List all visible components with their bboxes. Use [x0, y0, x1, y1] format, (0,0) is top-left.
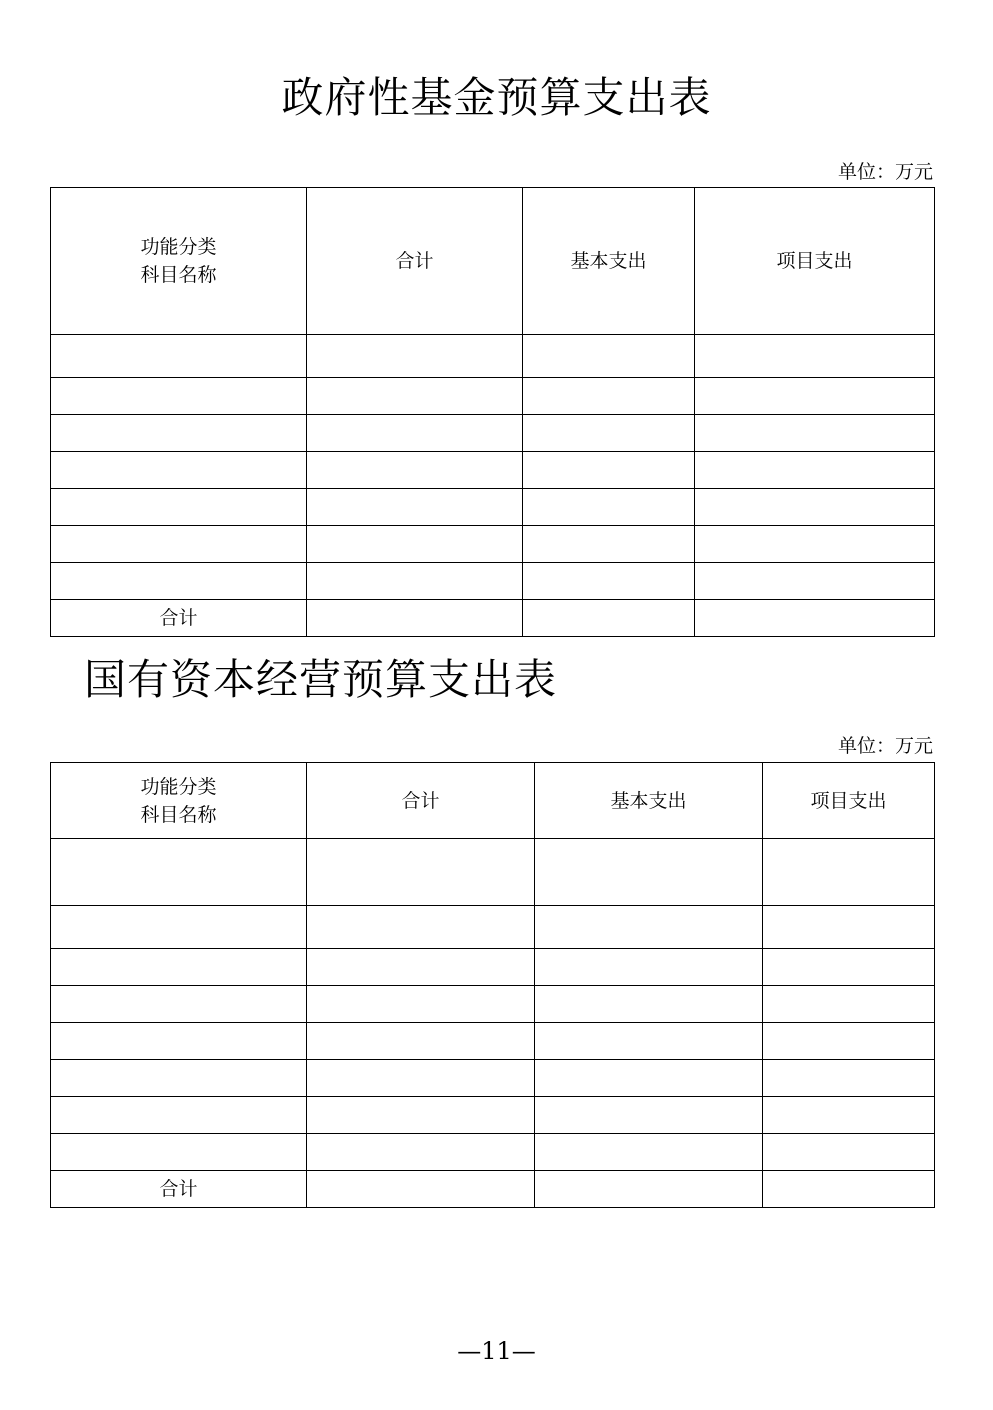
table-cell[interactable]: [307, 563, 523, 600]
table-header-row: [51, 188, 935, 335]
table-cell[interactable]: [307, 452, 523, 489]
table-cell[interactable]: [695, 526, 935, 563]
total-label: 合计: [51, 600, 307, 637]
table-cell[interactable]: [51, 415, 307, 452]
table-cell[interactable]: [307, 1097, 535, 1134]
header-project-expenditure: 项目支出: [763, 763, 935, 839]
table-cell[interactable]: [51, 1060, 307, 1097]
table-row: [51, 1060, 935, 1097]
header-total: 合计: [307, 188, 523, 335]
table-cell[interactable]: [695, 600, 935, 637]
table-cell[interactable]: [535, 1171, 763, 1208]
header-function-category: [51, 188, 307, 335]
table-cell[interactable]: [523, 489, 695, 526]
table-cell[interactable]: [763, 949, 935, 986]
table-cell[interactable]: [51, 1134, 307, 1171]
table-cell[interactable]: [51, 335, 307, 378]
header-line: 科目名称: [140, 264, 217, 286]
unit-label: 单位：万元: [837, 735, 933, 757]
page-title-state-capital: 国有资本经营预算支出表: [84, 655, 558, 704]
table-header-row: [51, 763, 935, 839]
table-cell[interactable]: [695, 563, 935, 600]
table-row: [51, 415, 935, 452]
table-row: [51, 378, 935, 415]
table-cell[interactable]: [763, 906, 935, 949]
table-cell[interactable]: [763, 986, 935, 1023]
state-capital-expenditure-table: [50, 762, 935, 1208]
table-cell[interactable]: [535, 839, 763, 906]
table-cell[interactable]: [307, 600, 523, 637]
table-cell[interactable]: [535, 1023, 763, 1060]
table-cell[interactable]: [51, 526, 307, 563]
table-cell[interactable]: [523, 600, 695, 637]
table-cell[interactable]: [535, 949, 763, 986]
table-cell[interactable]: [695, 452, 935, 489]
table-cell[interactable]: [763, 1097, 935, 1134]
table-cell[interactable]: [523, 335, 695, 378]
header-total: 合计: [307, 763, 535, 839]
table-cell[interactable]: [307, 489, 523, 526]
header-project-expenditure: 项目支出: [695, 188, 935, 335]
header-function-category: [51, 763, 307, 839]
table-total-row: [51, 600, 935, 637]
table-row: [51, 1097, 935, 1134]
header-basic-expenditure: 基本支出: [523, 188, 695, 335]
table-row: [51, 526, 935, 563]
header-line: 功能分类: [140, 236, 217, 258]
table-cell[interactable]: [51, 1097, 307, 1134]
total-label: 合计: [51, 1171, 307, 1208]
table-cell[interactable]: [307, 1171, 535, 1208]
table-cell[interactable]: [51, 986, 307, 1023]
government-fund-expenditure-table: [50, 187, 935, 637]
page-number: —11—: [457, 1337, 536, 1365]
table-cell[interactable]: [307, 415, 523, 452]
table-cell[interactable]: [695, 415, 935, 452]
table-cell[interactable]: [307, 1134, 535, 1171]
table-cell[interactable]: [523, 526, 695, 563]
table-cell[interactable]: [763, 1060, 935, 1097]
table-row: [51, 1023, 935, 1060]
table-cell[interactable]: [307, 839, 535, 906]
table-cell[interactable]: [695, 335, 935, 378]
header-basic-expenditure: 基本支出: [535, 763, 763, 839]
table-cell[interactable]: [51, 949, 307, 986]
table-cell[interactable]: [695, 489, 935, 526]
table-cell[interactable]: [307, 986, 535, 1023]
table-cell[interactable]: [523, 378, 695, 415]
table-cell[interactable]: [307, 526, 523, 563]
table-cell[interactable]: [763, 839, 935, 906]
unit-label: 单位：万元: [837, 161, 933, 183]
table-cell[interactable]: [307, 378, 523, 415]
table-cell[interactable]: [51, 839, 307, 906]
table-cell[interactable]: [307, 1060, 535, 1097]
table-cell[interactable]: [307, 906, 535, 949]
table-cell[interactable]: [763, 1134, 935, 1171]
table-row: [51, 949, 935, 986]
table-cell[interactable]: [763, 1023, 935, 1060]
table-cell[interactable]: [535, 906, 763, 949]
table-cell[interactable]: [523, 452, 695, 489]
table-cell[interactable]: [535, 1097, 763, 1134]
table-cell[interactable]: [51, 563, 307, 600]
table-cell[interactable]: [307, 949, 535, 986]
table-cell[interactable]: [523, 415, 695, 452]
table-cell[interactable]: [51, 906, 307, 949]
header-line: 科目名称: [140, 803, 217, 826]
table-row: [51, 452, 935, 489]
table-cell[interactable]: [307, 335, 523, 378]
table-cell[interactable]: [51, 378, 307, 415]
table-total-row: [51, 1171, 935, 1208]
table-row: [51, 986, 935, 1023]
table-row: [51, 1134, 935, 1171]
table-row: [51, 335, 935, 378]
table-cell[interactable]: [523, 563, 695, 600]
table-cell[interactable]: [51, 489, 307, 526]
table-row: [51, 489, 935, 526]
table-cell[interactable]: [535, 1134, 763, 1171]
table-cell[interactable]: [695, 378, 935, 415]
table-row: [51, 839, 935, 906]
table-cell[interactable]: [51, 452, 307, 489]
table-cell[interactable]: [51, 1023, 307, 1060]
table-row: [51, 906, 935, 949]
page-title-government-fund: 政府性基金预算支出表: [281, 73, 712, 122]
table-row: [51, 563, 935, 600]
header-line: 功能分类: [140, 775, 217, 798]
table-cell[interactable]: [763, 1171, 935, 1208]
table-cell[interactable]: [535, 1060, 763, 1097]
table-cell[interactable]: [535, 986, 763, 1023]
table-cell[interactable]: [307, 1023, 535, 1060]
